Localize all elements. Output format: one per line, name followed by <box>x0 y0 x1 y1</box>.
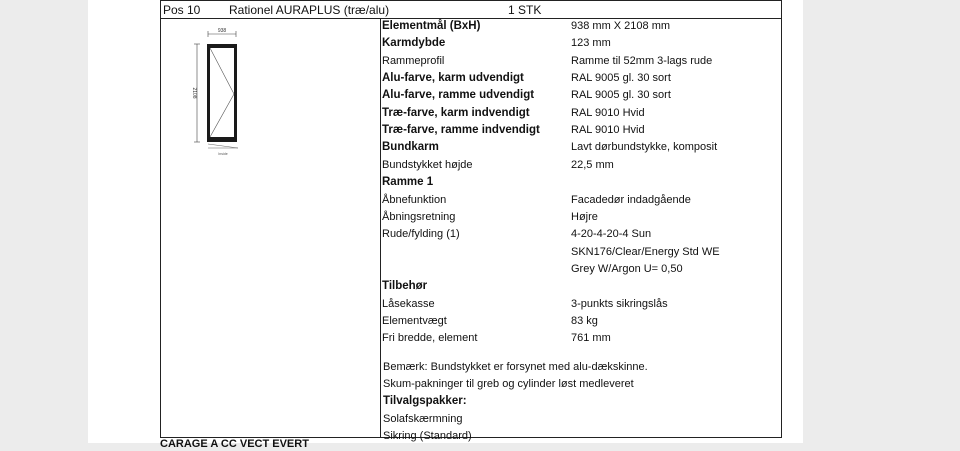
note-line: Skum-pakninger til greb og cylinder løst medleveret <box>383 378 634 391</box>
next-position-title: CARAGE A CC VECT EVERT <box>160 438 309 450</box>
spec-row <box>381 261 781 278</box>
note-line: Sikring (Standard) <box>383 430 472 443</box>
spec-row <box>381 313 781 330</box>
spec-row <box>381 157 781 174</box>
spec-key: Tilbehør <box>382 280 428 293</box>
width-dimension: 938 <box>217 28 227 34</box>
height-dimension: 2108 <box>191 87 197 99</box>
spec-row <box>381 226 781 243</box>
quantity: 1 STK <box>508 3 542 17</box>
spec-sheet <box>160 0 782 450</box>
door-glass <box>210 48 234 137</box>
spec-row <box>381 209 781 226</box>
spec-row <box>381 70 781 87</box>
spec-row <box>381 105 781 122</box>
spec-key: Rammeprofil <box>382 54 445 67</box>
spec-value: Facadedør indadgående <box>571 193 691 206</box>
spec-value: SKN176/Clear/Energy Std WE <box>571 245 720 258</box>
position-number: Pos 10 <box>163 3 201 17</box>
spec-value: 83 kg <box>571 314 598 327</box>
spec-row <box>381 122 781 139</box>
spec-row <box>381 35 781 52</box>
product-name: Rationel AURAPLUS (træ/alu) <box>229 3 390 17</box>
spec-key: Åbningsretning <box>382 210 456 223</box>
note-line: Solafskærmning <box>383 412 463 425</box>
spec-row <box>381 330 781 347</box>
inside-label: Inside <box>218 152 228 156</box>
spec-row <box>381 53 781 70</box>
spec-value: Ramme til 52mm 3-lags rude <box>571 54 713 67</box>
spec-value: 4-20-4-20-4 Sun <box>571 228 652 241</box>
spec-key: Karmdybde <box>382 37 446 50</box>
spec-row <box>381 139 781 156</box>
spec-row <box>381 244 781 261</box>
spec-value: RAL 9005 gl. 30 sort <box>571 89 671 102</box>
spec-key: Åbnefunktion <box>382 193 447 206</box>
note-line: Bemærk: Bundstykket er forsynet med alu-dækskinne. <box>383 360 648 373</box>
spec-key: Bundkarm <box>382 141 439 154</box>
door-drawing <box>188 24 248 164</box>
spec-value: Lavt dørbundstykke, komposit <box>571 141 718 154</box>
spec-value: RAL 9005 gl. 30 sort <box>571 72 671 85</box>
spec-value: Højre <box>571 210 598 223</box>
spec-value: RAL 9010 Hvid <box>571 106 645 119</box>
spec-value: 22,5 mm <box>571 158 614 171</box>
spec-key: Elementvægt <box>382 314 447 327</box>
position-header <box>160 0 782 18</box>
spec-value: 761 mm <box>571 332 611 345</box>
spec-value: 3-punkts sikringslås <box>571 297 668 310</box>
spec-row <box>381 296 781 313</box>
spec-key: Låsekasse <box>382 297 435 310</box>
spec-value: Grey W/Argon U= 0,50 <box>571 262 683 275</box>
spec-value: 938 mm X 2108 mm <box>571 20 671 32</box>
spec-row <box>381 87 781 104</box>
note-line: Tilvalgspakker: <box>383 395 467 408</box>
spec-key: Alu-farve, karm udvendigt <box>382 72 524 85</box>
spec-key: Elementmål (BxH) <box>382 20 481 32</box>
spec-key: Rude/fylding (1) <box>382 228 460 241</box>
spec-row <box>381 278 781 295</box>
spec-row <box>381 192 781 209</box>
spec-key: Træ-farve, karm indvendigt <box>382 106 530 119</box>
spec-row <box>381 174 781 191</box>
spec-key: Ramme 1 <box>382 176 434 189</box>
spec-row <box>381 18 781 35</box>
spec-key: Fri bredde, element <box>382 332 478 345</box>
spec-value: RAL 9010 Hvid <box>571 124 645 137</box>
spec-key: Bundstykket højde <box>382 158 473 171</box>
right-border <box>781 0 782 437</box>
spec-key: Alu-farve, ramme udvendigt <box>382 89 535 102</box>
drawing-cell <box>160 18 380 438</box>
spec-key: Træ-farve, ramme indvendigt <box>382 124 540 137</box>
spec-value: 123 mm <box>571 37 611 50</box>
